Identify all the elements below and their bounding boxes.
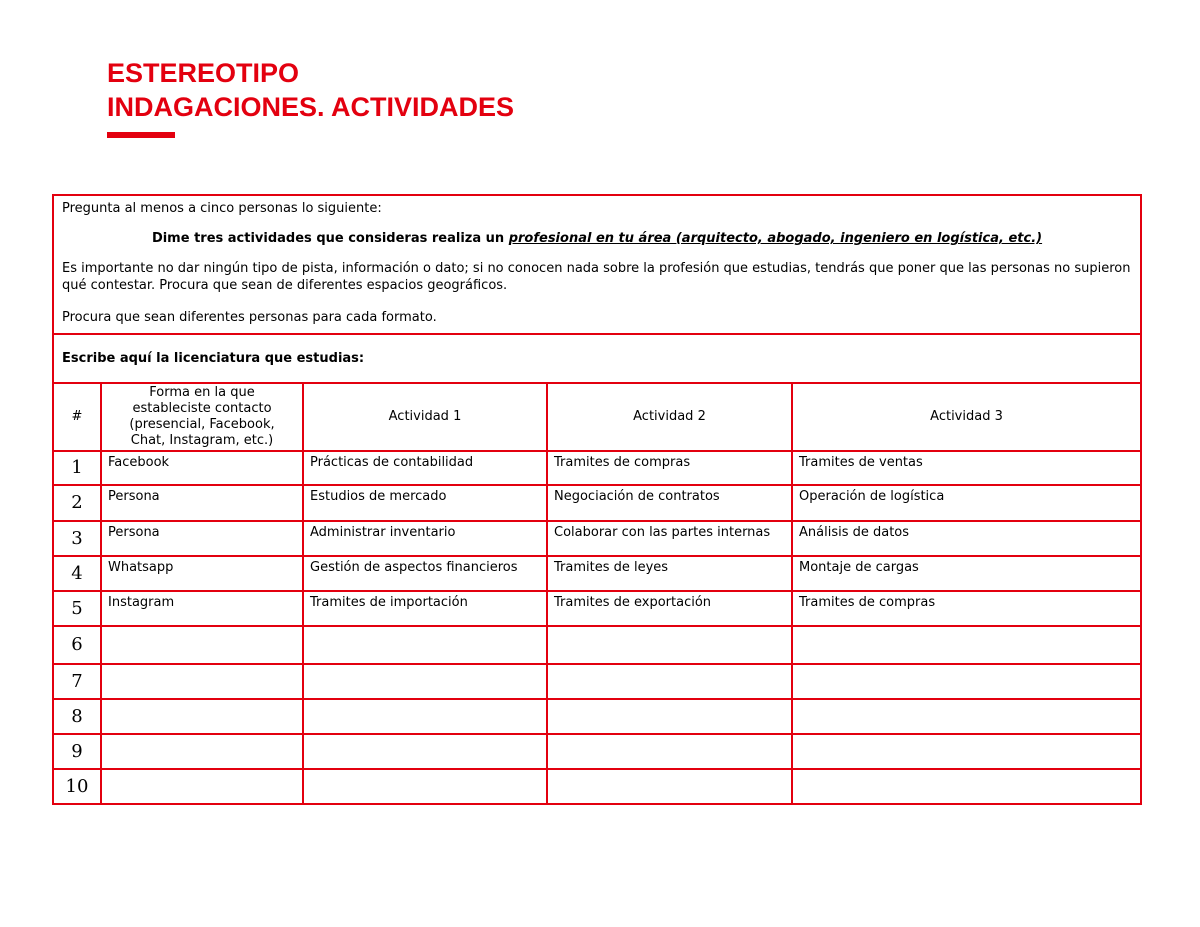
cell-contact[interactable]: Whatsapp — [101, 556, 303, 591]
cell-activity-3[interactable] — [792, 626, 1141, 664]
table-row — [53, 626, 1141, 664]
cell-activity-2[interactable]: Colaborar con las partes internas — [547, 521, 792, 556]
cell-contact[interactable]: Persona — [101, 521, 303, 556]
cell-activity-3[interactable] — [792, 734, 1141, 769]
row-number: 3 — [53, 521, 101, 556]
instructions-formats: Procura que sean diferentes personas para cada formato. — [62, 310, 437, 325]
table-row — [53, 591, 1141, 626]
row-number: 4 — [53, 556, 101, 591]
cell-activity-3[interactable]: Montaje de cargas — [792, 556, 1141, 591]
cell-activity-2[interactable] — [547, 769, 792, 804]
header-activity-1: Actividad 1 — [303, 383, 547, 451]
cell-activity-1[interactable]: Tramites de importación — [303, 591, 547, 626]
table-row — [53, 521, 1141, 556]
row-number: 2 — [53, 485, 101, 521]
cell-contact[interactable] — [101, 664, 303, 699]
cell-contact[interactable] — [101, 769, 303, 804]
cell-activity-1[interactable] — [303, 664, 547, 699]
row-number: 9 — [53, 734, 101, 769]
cell-activity-2[interactable]: Negociación de contratos — [547, 485, 792, 521]
cell-activity-3[interactable] — [792, 664, 1141, 699]
cell-contact[interactable]: Persona — [101, 485, 303, 521]
row-number: 7 — [53, 664, 101, 699]
cell-activity-1[interactable]: Prácticas de contabilidad — [303, 451, 547, 485]
career-field[interactable] — [53, 334, 1141, 383]
row-number: 1 — [53, 451, 101, 485]
instructions-question — [62, 230, 1132, 247]
cell-activity-2[interactable]: Tramites de compras — [547, 451, 792, 485]
cell-activity-2[interactable] — [547, 664, 792, 699]
title-underline-bar — [107, 132, 175, 138]
row-number: 8 — [53, 699, 101, 734]
question-prefix: Dime tres actividades que consideras realiza un — [151, 231, 509, 246]
cell-activity-1[interactable] — [303, 626, 547, 664]
header-number: # — [53, 383, 101, 451]
cell-contact[interactable] — [101, 734, 303, 769]
table-header-row — [53, 383, 1141, 451]
cell-activity-3[interactable]: Tramites de compras — [792, 591, 1141, 626]
table-row — [53, 451, 1141, 485]
title-line-1: ESTEREOTIPO — [107, 58, 300, 88]
table-row — [53, 664, 1141, 699]
cell-activity-1[interactable] — [303, 769, 547, 804]
cell-activity-1[interactable] — [303, 734, 547, 769]
cell-activity-2[interactable] — [547, 734, 792, 769]
row-number: 5 — [53, 591, 101, 626]
cell-activity-2[interactable]: Tramites de leyes — [547, 556, 792, 591]
instructions-intro: Pregunta al menos a cinco personas lo siguiente: — [62, 201, 382, 216]
career-prompt: Escribe aquí la licenciatura que estudias: — [62, 351, 365, 366]
table-row — [53, 699, 1141, 734]
header-activity-2: Actividad 2 — [547, 383, 792, 451]
cell-activity-2[interactable] — [547, 626, 792, 664]
header-contact: Forma en la que estableciste contacto (presencial, Facebook, Chat, Instagram, etc.) — [101, 383, 303, 451]
instructions-cell — [53, 195, 1141, 334]
cell-activity-1[interactable]: Estudios de mercado — [303, 485, 547, 521]
cell-contact[interactable]: Facebook — [101, 451, 303, 485]
row-number: 6 — [53, 626, 101, 664]
cell-activity-3[interactable]: Operación de logística — [792, 485, 1141, 521]
cell-contact[interactable] — [101, 699, 303, 734]
document-title — [107, 56, 514, 124]
row-number: 10 — [53, 769, 101, 804]
title-line-2: INDAGACIONES. ACTIVIDADES — [107, 92, 515, 122]
activities-worksheet — [52, 194, 1142, 805]
cell-contact[interactable]: Instagram — [101, 591, 303, 626]
header-activity-3: Actividad 3 — [792, 383, 1141, 451]
table-row — [53, 734, 1141, 769]
cell-activity-1[interactable]: Gestión de aspectos financieros — [303, 556, 547, 591]
cell-contact[interactable] — [101, 626, 303, 664]
cell-activity-3[interactable]: Tramites de ventas — [792, 451, 1141, 485]
cell-activity-3[interactable] — [792, 699, 1141, 734]
cell-activity-3[interactable] — [792, 769, 1141, 804]
question-emphasis: profesional en tu área (arquitecto, abogado, ingeniero en logística, etc.) — [508, 231, 1043, 246]
table-row — [53, 769, 1141, 804]
cell-activity-3[interactable]: Análisis de datos — [792, 521, 1141, 556]
cell-activity-2[interactable] — [547, 699, 792, 734]
cell-activity-1[interactable] — [303, 699, 547, 734]
cell-activity-1[interactable]: Administrar inventario — [303, 521, 547, 556]
cell-activity-2[interactable]: Tramites de exportación — [547, 591, 792, 626]
table-row — [53, 556, 1141, 591]
table-row — [53, 485, 1141, 521]
instructions-note: Es importante no dar ningún tipo de pista, información o dato; si no conocen nada sobre la profesión que estudias, tendrás que poner que las personas no supieron qué contestar. Procura que sean de diferentes espacios geográficos. — [62, 261, 1131, 293]
